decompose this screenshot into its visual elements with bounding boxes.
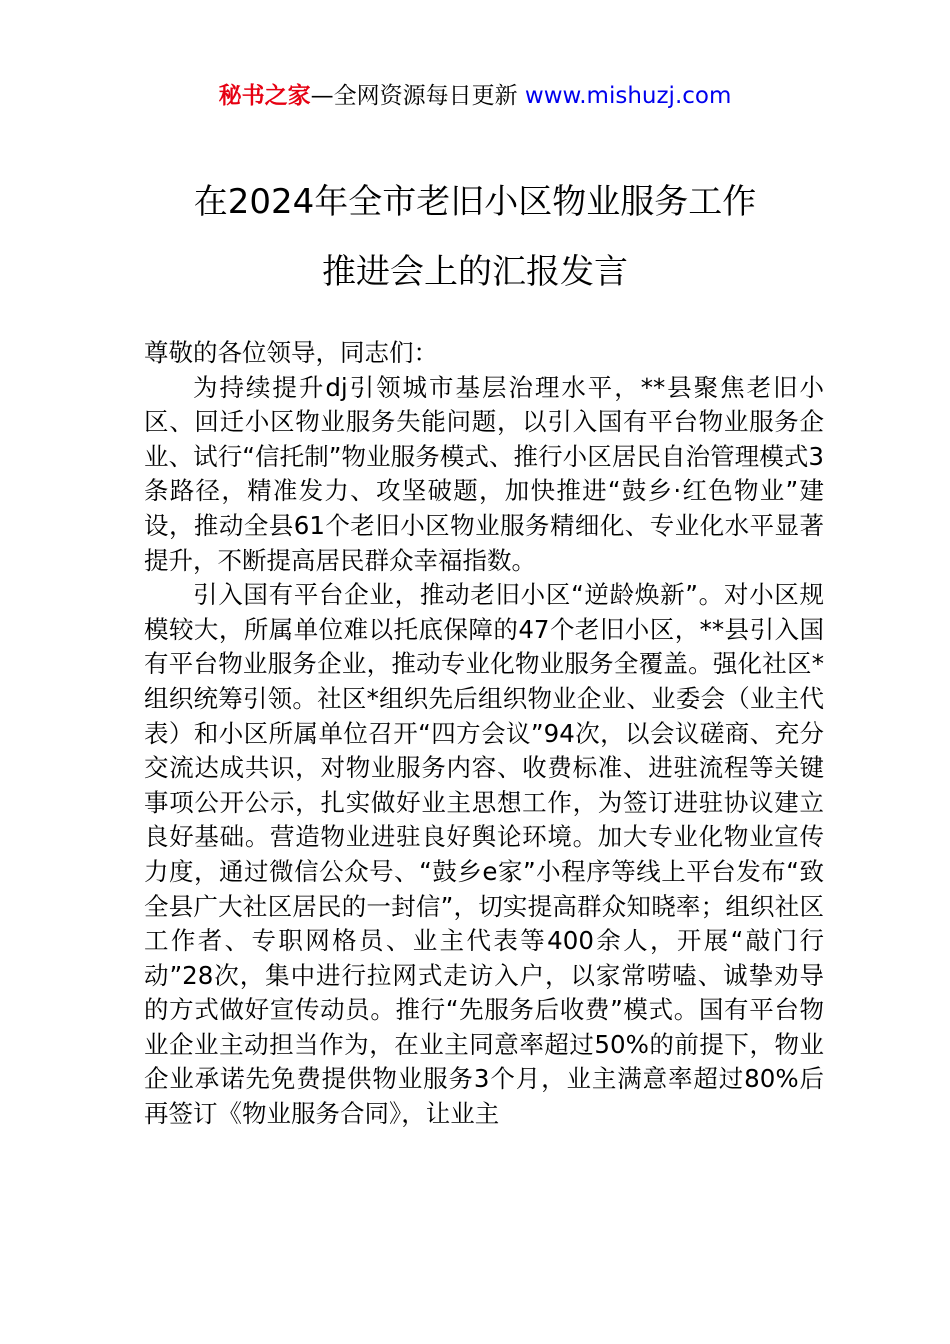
document-title-line-2: 推进会上的汇报发言 bbox=[322, 252, 628, 292]
body-paragraph-2: 引入国有平台企业，推动老旧小区“逆龄焕新”。对小区规模较大，所属单位难以托底保障的47个老旧小区，**县引入国有平台物业服务企业，推动专业化物业服务全覆盖。强化社区*组织统筹引领。社区*组织先后组织物业企业、业委会（业主代表）和小区所属单位召开“四方会议”94次，以会议磋商、充分交流达成共识，对物业服务内容、收费标准、进驻流程等关键事项公开公示，扎实做好业主思想工作，为签订进驻协议建立良好基础。营造物业进驻良好舆论环境。加大专业化物业宣传力度，通过微信公众号、“鼓乡e家”小程序等线上平台发布“致全县广大社区居民的一封信”，切实提高群众知晓率；组织社区工作者、专职网格员、业主代表等400余人，开展“敲门行动”28次，集中进行拉网式走访入户，以家常唠嗑、诚挚劝导的方式做好宣传动员。推行“先服务后收费”模式。国有平台物业企业主动担当作为，在业主同意率超过50%的前提下，物业企业承诺先免费提供物业服务3个月，业主满意率超过80%后再签订《物业服务合同》，让业主 bbox=[144, 580, 824, 1129]
site-header bbox=[0, 80, 950, 112]
document-title-line-1: 在2024年全市老旧小区物业服务工作 bbox=[193, 182, 757, 222]
salutation: 尊敬的各位领导，同志们： bbox=[144, 338, 438, 367]
site-url-link[interactable]: www.mishuzj.com bbox=[524, 83, 732, 109]
document-body bbox=[144, 336, 824, 1132]
header-slogan: —全网资源每日更新 bbox=[310, 83, 525, 109]
body-paragraph-1: 为持续提升dj引领城市基层治理水平，**县聚焦老旧小区、回迁小区物业服务失能问题，以引入国有平台物业服务企业、试行“信托制”物业服务模式、推行小区居民自治管理模式3条路径，精准发力、攻坚破题，加快推进“鼓乡·红色物业”建设，推动全县61个老旧小区物业服务精细化、专业化水平显著提升，不断提高居民群众幸福指数。 bbox=[144, 372, 824, 575]
brand-name: 秘书之家 bbox=[218, 83, 311, 109]
